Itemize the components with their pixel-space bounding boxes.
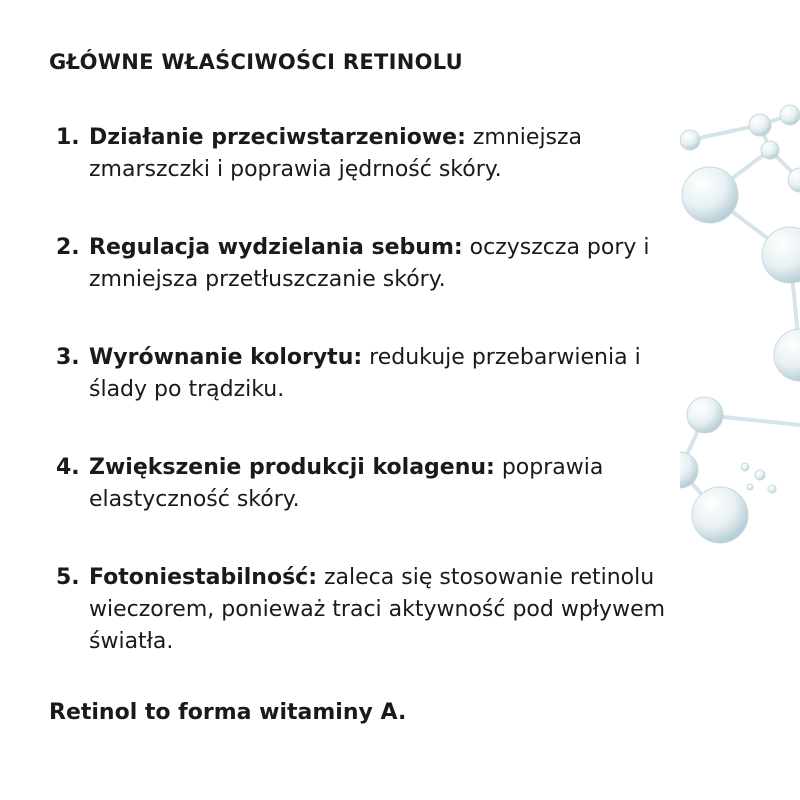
list-item — [56, 122, 696, 186]
item-text: zaleca się stosowanie retinolu wieczorem, ponieważ traci aktywność pod wpływem światła. — [89, 565, 666, 654]
item-lead: Wyrównanie kolorytu: — [89, 345, 363, 370]
footer-note: Retinol to forma witaminy A. — [49, 700, 407, 725]
item-lead: Działanie przeciwstarzeniowe: — [89, 125, 466, 150]
item-lead: Zwiększenie produkcji kolagenu: — [89, 455, 495, 480]
item-text: oczyszcza pory i zmniejsza przetłuszczanie skóry. — [89, 235, 650, 292]
list-item — [56, 342, 696, 406]
list-item — [56, 562, 696, 658]
list-item — [56, 452, 696, 516]
item-lead: Fotoniestabilność: — [89, 565, 318, 590]
item-text: redukuje przebarwienia i ślady po trądziku. — [89, 345, 641, 402]
item-lead: Regulacja wydzielania sebum: — [89, 235, 463, 260]
page-title: GŁÓWNE WŁAŚCIWOŚCI RETINOLU — [49, 50, 464, 74]
item-number: 4. — [56, 455, 80, 480]
list-item — [56, 232, 696, 296]
item-text: poprawia elastyczność skóry. — [89, 455, 604, 512]
item-number: 5. — [56, 565, 80, 590]
item-number: 1. — [56, 125, 80, 150]
item-number: 2. — [56, 235, 80, 260]
item-text: zmniejsza zmarszczki i poprawia jędrność skóry. — [89, 125, 583, 182]
item-number: 3. — [56, 345, 80, 370]
molecule-illustration-icon — [680, 95, 800, 555]
